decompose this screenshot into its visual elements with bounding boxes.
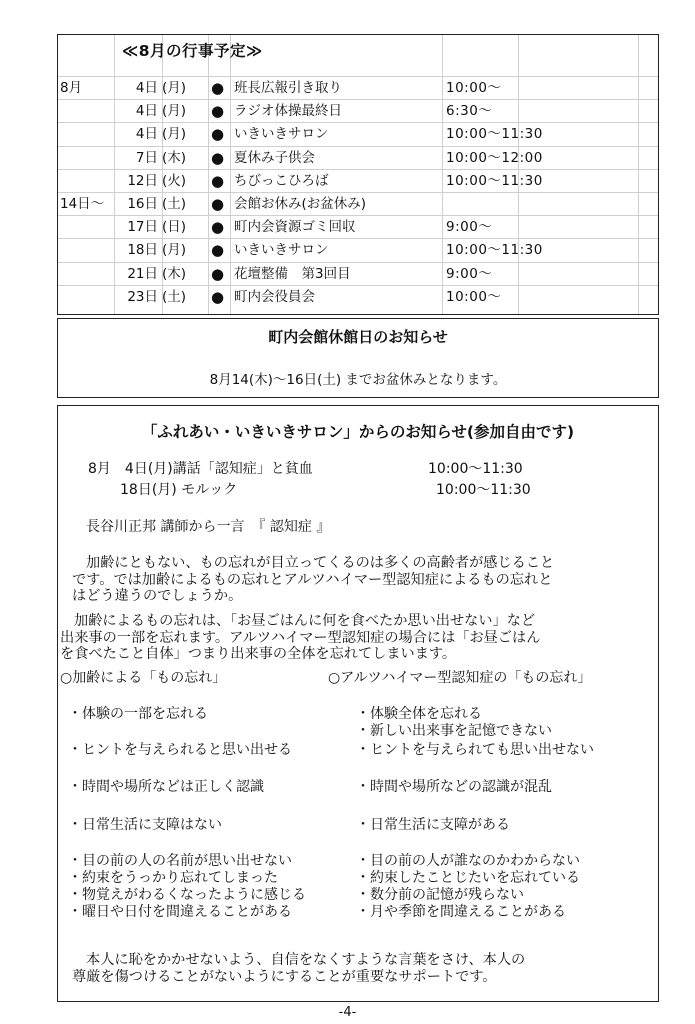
schedule-event: 班長広報引き取り: [234, 80, 342, 96]
compare-left-group: [68, 817, 222, 834]
schedule-title: ≪8月の行事予定≫: [122, 42, 263, 60]
schedule-time: 10:00～11:30: [446, 242, 543, 259]
schedule-day: 4日: [135, 126, 158, 143]
compare-right-group: [356, 706, 552, 740]
schedule-day: 4日: [135, 80, 158, 96]
schedule-day: 16日: [127, 196, 158, 212]
schedule-day: 4日: [135, 103, 158, 120]
schedule-event: 夏休み子供会: [234, 149, 315, 166]
compare-item: ・目の前の人が誰なのかわからない: [356, 853, 580, 869]
compare-left-group: [68, 853, 306, 921]
paragraph-line: を食べたこと自体」つまり出来事の全体を忘れてしまいます。: [60, 646, 457, 662]
schedule-row: [58, 76, 659, 100]
schedule-time: 6:30～: [446, 103, 493, 120]
schedule-day: 23日: [127, 288, 158, 305]
bullet-icon: ●: [211, 264, 225, 283]
schedule-weekday: (日): [162, 219, 187, 236]
compare-item: ・物覚えがわるくなったように感じる: [68, 887, 306, 903]
closure-notice: [57, 318, 659, 398]
compare-left-group: [68, 779, 264, 796]
schedule-weekday: (木): [162, 149, 187, 166]
paragraph-2: [60, 613, 636, 663]
schedule-weekday: (火): [162, 172, 187, 189]
paragraph-line: 加齢によるもの忘れは、「お昼ごはんに何を食べたか思い出せない」など: [74, 613, 536, 629]
schedule-event: 町内会資源ゴミ回収: [234, 219, 356, 236]
schedule-row: [58, 192, 659, 216]
schedule-time: 10:00～12:00: [446, 149, 543, 166]
compare-item: ・時間や場所などの認識が混乱: [356, 779, 552, 795]
schedule-weekday: (月): [162, 103, 187, 120]
schedule-weekday: (月): [162, 126, 187, 143]
schedule-event: 会館お休み(お盆休み): [234, 196, 367, 212]
compare-heading-right: ○アルツハイマー型認知症の「もの忘れ」: [328, 670, 592, 686]
schedule-day: 18日: [127, 242, 158, 259]
bullet-icon: ●: [211, 79, 225, 97]
schedule-row: [58, 99, 659, 123]
schedule-day: 17日: [127, 219, 158, 236]
schedule-time: 9:00～: [446, 265, 493, 282]
salon-event-1: 8月 4日(月)講話「認知症」と貧血: [88, 461, 313, 477]
closure-title: 町内会館休館日のお知らせ: [268, 328, 448, 346]
bullet-icon: ●: [211, 125, 225, 144]
schedule-month: 14日～: [60, 196, 105, 212]
bullet-icon: ●: [211, 287, 225, 306]
salon-event-2: 18日(月) モルック: [120, 482, 238, 498]
schedule-row: [58, 146, 659, 170]
compare-item: ・約束をうっかり忘れてしまった: [68, 870, 278, 886]
compare-right-group: [356, 779, 552, 796]
schedule-time: 9:00～: [446, 219, 493, 236]
compare-item: ・約束したことじたいを忘れている: [356, 870, 580, 886]
lecturer-line: 長谷川正邦 講師から一言 『 認知症 』: [86, 519, 331, 535]
bullet-icon: ●: [211, 171, 225, 190]
schedule-row: [58, 285, 659, 309]
schedule-time: 10:00～: [446, 288, 502, 305]
compare-left-group: [68, 706, 208, 723]
schedule-event: いきいきサロン: [234, 126, 329, 143]
compare-item: ・体験の一部を忘れる: [68, 706, 208, 722]
schedule-row: [58, 122, 659, 146]
bullet-icon: ●: [211, 241, 225, 260]
paragraph-line: です。では加齢によるもの忘れとアルツハイマー型認知症によるもの忘れと: [72, 571, 553, 588]
schedule-box: [57, 34, 659, 315]
schedule-row: [58, 215, 659, 239]
paragraph-line: 本人に恥をかかせないよう、自信をなくすような言葉をさけ、本人の: [86, 952, 526, 968]
compare-item: ・体験全体を忘れる: [356, 706, 482, 722]
schedule-row: [58, 238, 659, 262]
paragraph-line: 尊厳を傷つけることがないようにすることが重要なサポートです。: [72, 968, 497, 985]
paragraph-line: 加齢にともない、もの忘れが目立ってくるのは多くの高齢者が感じること: [86, 555, 555, 571]
schedule-event: ラジオ体操最終日: [234, 103, 342, 120]
bullet-icon: ●: [211, 102, 225, 121]
compare-item: ・日常生活に支障がある: [356, 817, 510, 833]
compare-item: ・数分前の記憶が残らない: [356, 887, 524, 903]
paragraph-line: はどう違うのでしょうか。: [72, 588, 243, 604]
page-number: -4-: [338, 1005, 357, 1020]
schedule-time: 10:00～11:30: [446, 126, 543, 143]
schedule-weekday: (土): [162, 196, 187, 212]
schedule-event: 花壇整備 第3回目: [234, 265, 351, 282]
schedule-event: ちびっこひろば: [234, 172, 329, 189]
compare-left-group: [68, 742, 292, 759]
schedule-day: 7日: [135, 149, 158, 166]
schedule-time: 10:00～11:30: [446, 172, 543, 189]
closure-text: 8月14(木)～16日(土) までお盆休みとなります。: [209, 372, 507, 388]
schedule-weekday: (月): [162, 80, 187, 96]
paragraph-1: [72, 555, 648, 605]
compare-right-group: [356, 853, 580, 921]
schedule-day: 12日: [127, 172, 158, 189]
schedule-time: 10:00～: [446, 80, 502, 96]
compare-item: ・ヒントを与えられても思い出せない: [356, 742, 594, 758]
salon-title: 「ふれあい・いきいきサロン」からのお知らせ(参加自由です): [141, 423, 575, 441]
compare-right-group: [356, 742, 594, 759]
salon-event-2-time: 10:00～11:30: [436, 482, 531, 498]
conclusion: [72, 952, 648, 985]
compare-item: ・月や季節を間違えることがある: [356, 904, 566, 920]
bullet-icon: ●: [211, 195, 225, 213]
schedule-day: 21日: [127, 265, 158, 282]
schedule-row: [58, 169, 659, 193]
compare-item: ・ヒントを与えられると思い出せる: [68, 742, 292, 758]
schedule-row: [58, 262, 659, 286]
schedule-weekday: (土): [162, 288, 187, 305]
compare-item: ・目の前の人の名前が思い出せない: [68, 853, 292, 869]
bullet-icon: ●: [211, 148, 225, 167]
compare-item: ・日常生活に支障はない: [68, 817, 222, 833]
bullet-icon: ●: [211, 218, 225, 237]
salon-notice: [57, 405, 659, 1002]
schedule-event: いきいきサロン: [234, 242, 329, 259]
compare-item: ・時間や場所などは正しく認識: [68, 779, 264, 795]
schedule-month: 8月: [60, 80, 83, 96]
schedule-weekday: (木): [162, 265, 187, 282]
paragraph-line: 出来事の一部を忘れます。アルツハイマー型認知症の場合には「お昼ごはん: [60, 629, 541, 646]
compare-item: ・曜日や日付を間違えることがある: [68, 904, 292, 920]
compare-right-group: [356, 817, 510, 834]
compare-heading-left: ○加齢による「もの忘れ」: [60, 670, 227, 686]
schedule-event: 町内会役員会: [234, 288, 315, 305]
compare-item: ・新しい出来事を記憶できない: [356, 723, 552, 739]
schedule-weekday: (月): [162, 242, 187, 259]
salon-event-1-time: 10:00～11:30: [428, 461, 523, 477]
